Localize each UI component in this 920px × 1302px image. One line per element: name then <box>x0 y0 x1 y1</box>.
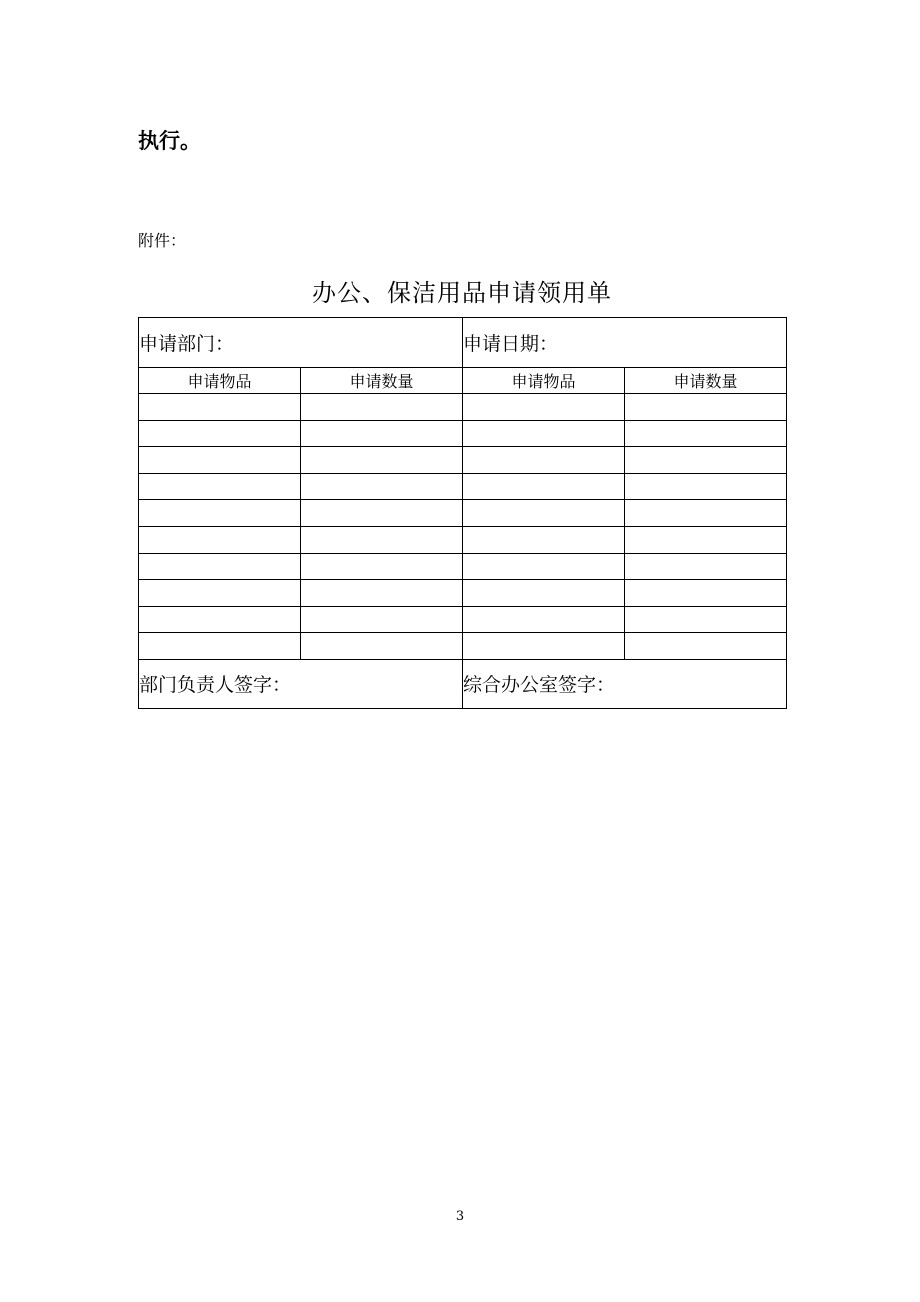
quantity-cell-1[interactable] <box>301 606 463 633</box>
table-row <box>139 580 787 607</box>
table-row <box>139 526 787 553</box>
table-row <box>139 394 787 421</box>
table-row <box>139 606 787 633</box>
quantity-cell-2[interactable] <box>625 606 787 633</box>
form-header-row <box>139 318 787 368</box>
form-title: 办公、保洁用品申请领用单 <box>312 279 612 307</box>
date-field[interactable] <box>463 318 787 368</box>
column-header-item-1: 申请物品 <box>139 368 301 394</box>
quantity-cell-1[interactable] <box>301 447 463 474</box>
item-cell-1[interactable] <box>139 633 301 660</box>
item-cell-1[interactable] <box>139 420 301 447</box>
quantity-cell-1[interactable] <box>301 633 463 660</box>
item-cell-1[interactable] <box>139 580 301 607</box>
column-header-quantity-1: 申请数量 <box>301 368 463 394</box>
item-cell-2[interactable] <box>463 473 625 500</box>
column-header-row <box>139 368 787 394</box>
table-row <box>139 633 787 660</box>
item-cell-1[interactable] <box>139 473 301 500</box>
item-cell-2[interactable] <box>463 526 625 553</box>
quantity-cell-2[interactable] <box>625 580 787 607</box>
department-field[interactable] <box>139 318 463 368</box>
continuation-text: 执行。 <box>138 129 201 153</box>
table-row <box>139 420 787 447</box>
table-row <box>139 447 787 474</box>
quantity-cell-1[interactable] <box>301 553 463 580</box>
item-cell-1[interactable] <box>139 553 301 580</box>
page-number: 3 <box>455 1209 465 1224</box>
quantity-cell-2[interactable] <box>625 394 787 421</box>
item-cell-2[interactable] <box>463 633 625 660</box>
quantity-cell-1[interactable] <box>301 526 463 553</box>
requisition-form-table <box>138 317 787 709</box>
item-cell-1[interactable] <box>139 394 301 421</box>
quantity-cell-2[interactable] <box>625 447 787 474</box>
general-office-signature-label: 综合办公室签字： <box>463 674 616 697</box>
quantity-cell-1[interactable] <box>301 394 463 421</box>
item-cell-1[interactable] <box>139 606 301 633</box>
department-label: 申请部门： <box>139 333 235 355</box>
quantity-cell-2[interactable] <box>625 526 787 553</box>
item-cell-2[interactable] <box>463 447 625 474</box>
quantity-cell-2[interactable] <box>625 553 787 580</box>
quantity-cell-2[interactable] <box>625 473 787 500</box>
item-cell-2[interactable] <box>463 553 625 580</box>
quantity-cell-1[interactable] <box>301 580 463 607</box>
item-cell-2[interactable] <box>463 580 625 607</box>
quantity-cell-1[interactable] <box>301 420 463 447</box>
blank-rows-group <box>139 394 787 660</box>
quantity-cell-2[interactable] <box>625 633 787 660</box>
item-cell-2[interactable] <box>463 394 625 421</box>
item-cell-1[interactable] <box>139 447 301 474</box>
column-header-quantity-2: 申请数量 <box>625 368 787 394</box>
general-office-signature-field[interactable] <box>463 659 787 708</box>
table-row <box>139 500 787 527</box>
item-cell-2[interactable] <box>463 606 625 633</box>
item-cell-1[interactable] <box>139 526 301 553</box>
item-cell-2[interactable] <box>463 420 625 447</box>
table-row <box>139 553 787 580</box>
item-cell-2[interactable] <box>463 500 625 527</box>
dept-head-signature-field[interactable] <box>139 659 463 708</box>
signature-row <box>139 659 787 708</box>
date-label: 申请日期： <box>463 333 559 355</box>
quantity-cell-2[interactable] <box>625 420 787 447</box>
quantity-cell-1[interactable] <box>301 473 463 500</box>
table-row <box>139 473 787 500</box>
attachment-label: 附件： <box>138 231 187 250</box>
dept-head-signature-label: 部门负责人签字： <box>139 674 292 697</box>
quantity-cell-1[interactable] <box>301 500 463 527</box>
quantity-cell-2[interactable] <box>625 500 787 527</box>
item-cell-1[interactable] <box>139 500 301 527</box>
column-header-item-2: 申请物品 <box>463 368 625 394</box>
